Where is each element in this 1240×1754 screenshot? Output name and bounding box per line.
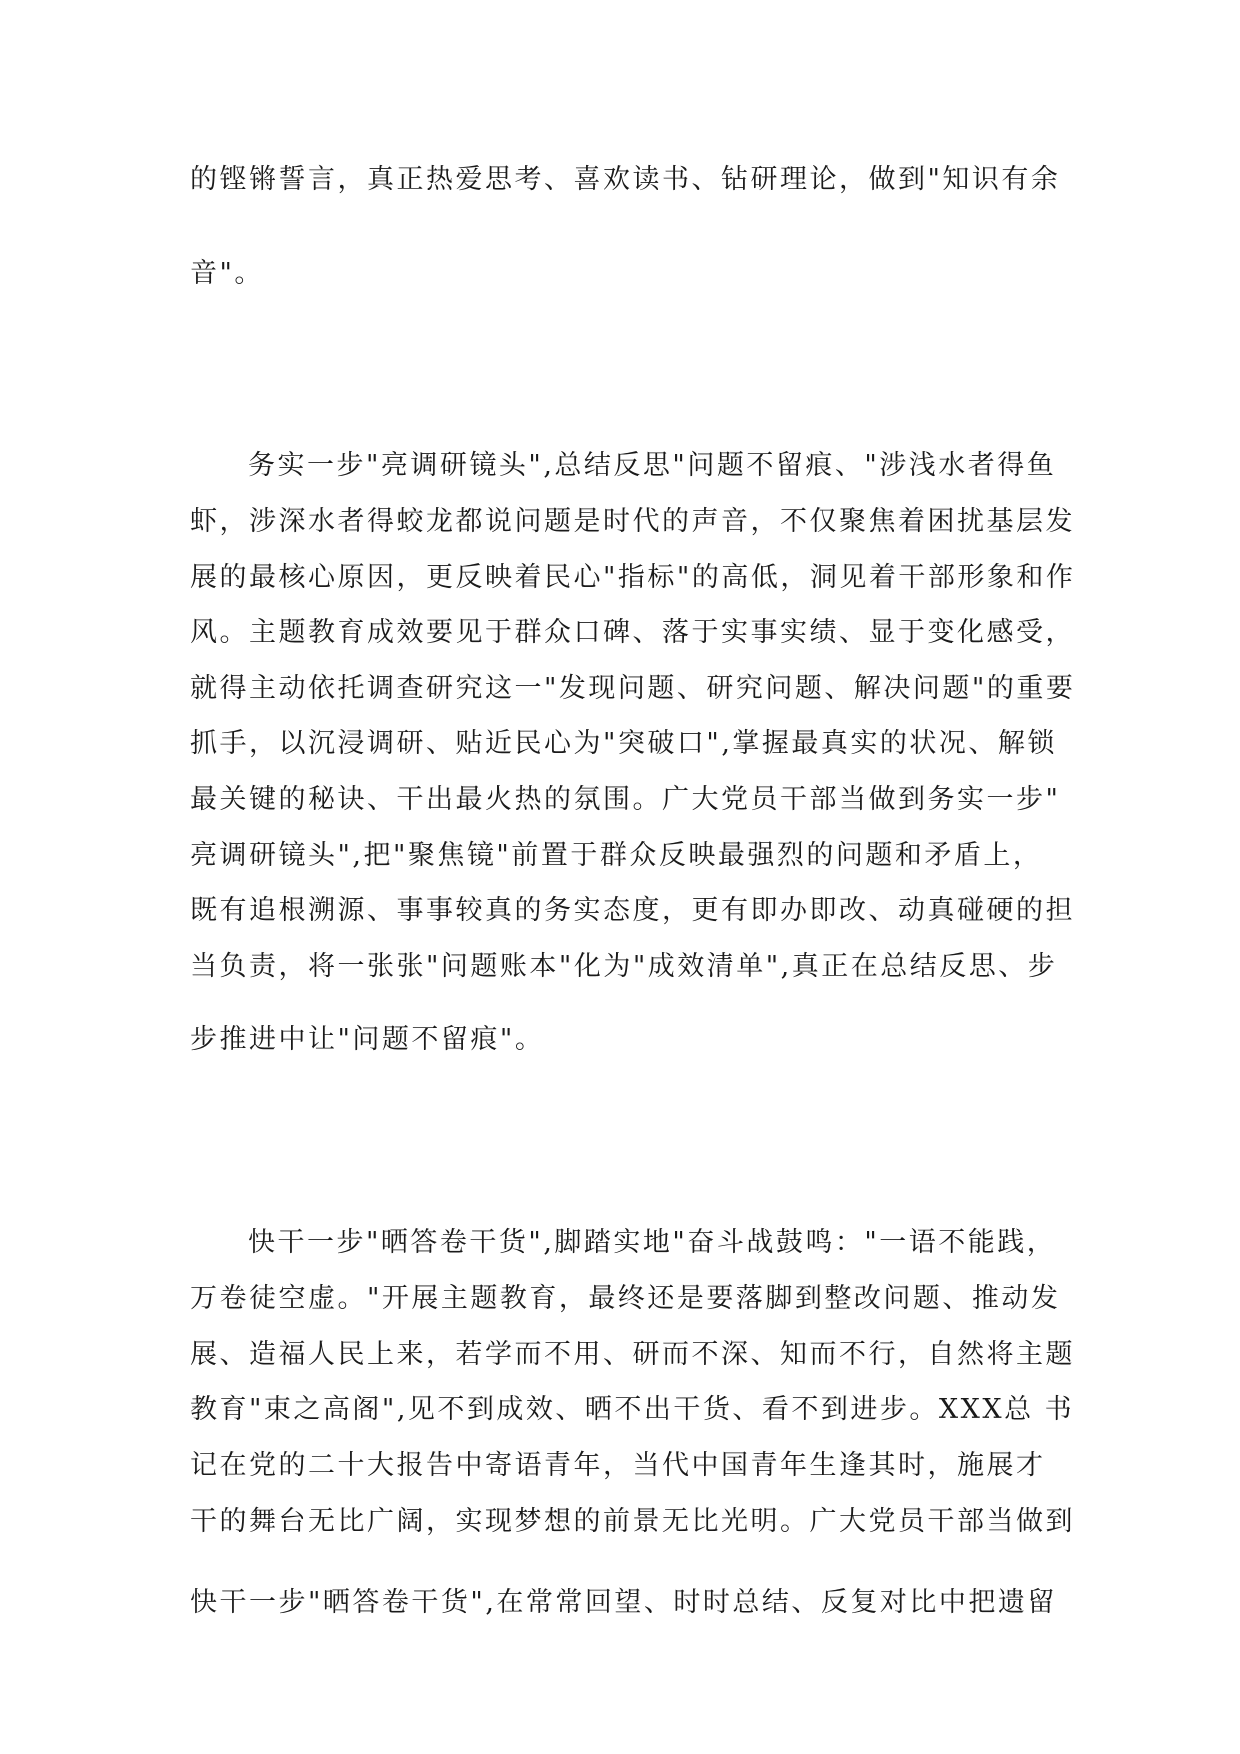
paragraph-2-line-9: 既有追根溯源、事事较真的务实态度，更有即办即改、动真碰硬的担 — [190, 895, 1075, 926]
paragraph-2-line-3: 展的最核心原因，更反映着民心"指标"的高低，洞见着干部形象和作 — [190, 562, 1076, 593]
paragraph-3-line-7: 快干一步"晒答卷干货",在常常回望、时时总结、反复对比中把遗留 — [190, 1587, 1057, 1618]
paragraph-3-line-6: 干的舞台无比广阔，实现梦想的前景无比光明。广大党员干部当做到 — [190, 1506, 1075, 1537]
paragraph-2-line-5: 就得主动依托调查研究这一"发现问题、研究问题、解决问题"的重要 — [190, 673, 1076, 704]
paragraph-3-line-4: 教育"束之高阁",见不到成效、晒不出干货、看不到进步。XXX总 书 — [190, 1394, 1075, 1425]
paragraph-2-line-11: 步推进中让"问题不留痕"。 — [190, 1024, 545, 1055]
paragraph-2-line-4: 风。主题教育成效要见于群众口碑、落于实事实绩、显于变化感受， — [190, 617, 1075, 648]
paragraph-2-line-8: 亮调研镜头",把"聚焦镜"前置于群众反映最强烈的问题和矛盾上， — [190, 840, 1043, 871]
paragraph-3-line-5: 记在党的二十大报告中寄语青年，当代中国青年生逢其时，施展才 — [190, 1450, 1046, 1481]
paragraph-2-line-2: 虾，涉深水者得蛟龙都说问题是时代的声音，不仅聚焦着困扰基层发 — [190, 506, 1075, 537]
paragraph-1-line-1: 的铿锵誓言，真正热爱思考、喜欢读书、钻研理论，做到"知识有余 — [190, 164, 1061, 195]
paragraph-1-line-2: 音"。 — [190, 258, 264, 289]
paragraph-3-line-1: 快干一步"晒答卷干货",脚踏实地"奋斗战鼓鸣："一语不能践， — [248, 1227, 1057, 1258]
paragraph-2-line-7: 最关键的秘诀、干出最火热的氛围。广大党员干部当做到务实一步" — [190, 784, 1061, 815]
paragraph-3-line-3: 展、造福人民上来，若学而不用、研而不深、知而不行，自然将主题 — [190, 1339, 1075, 1370]
paragraph-2-line-10: 当负责，将一张张"问题账本"化为"成效清单",真正在总结反思、步 — [190, 951, 1058, 982]
paragraph-2-line-1: 务实一步"亮调研镜头",总结反思"问题不留痕、"涉浅水者得鱼 — [248, 450, 1057, 481]
paragraph-2-line-6: 抓手，以沉浸调研、贴近民心为"突破口",掌握最真实的状况、解锁 — [190, 728, 1057, 759]
paragraph-3-line-2: 万卷徒空虚。"开展主题教育，最终还是要落脚到整改问题、推动发 — [190, 1283, 1061, 1314]
